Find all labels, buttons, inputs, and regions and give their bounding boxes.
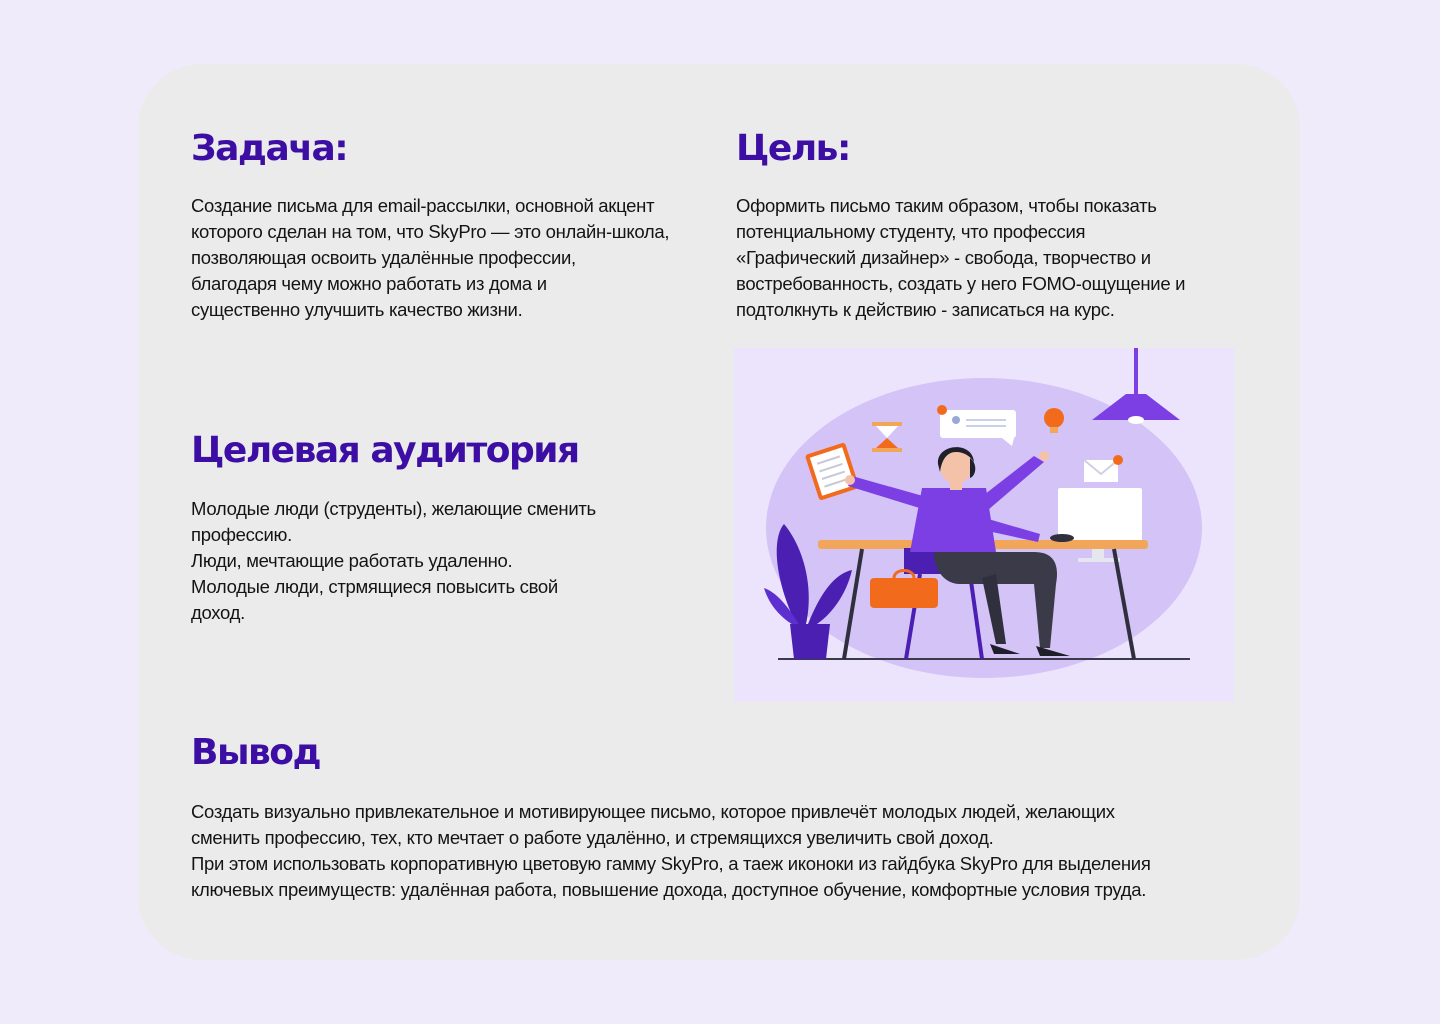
task-line: существенно улучшить качество жизни. [191, 299, 523, 320]
audience-line: Молодые люди, стрмящиеся повысить свой [191, 576, 558, 597]
audience-line: Люди, мечтающие работать удаленно. [191, 550, 513, 571]
task-line: которого сделан на том, что SkyPro — это онлайн-школа, [191, 221, 670, 242]
remote-worker-icon [734, 348, 1234, 702]
conclusion-line: Создать визуально привлекательное и мотивирующее письмо, которое привлечёт молодых людей, желающих [191, 801, 1115, 822]
goal-line: потенциальному студенту, что профессия [736, 221, 1086, 242]
conclusion-heading: Вывод [191, 732, 321, 773]
content-card [138, 64, 1300, 960]
audience-heading: Целевая аудитория [191, 430, 579, 471]
goal-line: «Графический дизайнер» - свобода, творчество и [736, 247, 1151, 268]
task-line: позволяющая освоить удалённые профессии, [191, 247, 576, 268]
goal-line: подтолкнуть к действию - записаться на курс. [736, 299, 1115, 320]
audience-text [191, 496, 661, 626]
task-line: Создание письма для email-рассылки, основной акцент [191, 195, 655, 216]
audience-line: доход. [191, 602, 245, 623]
task-text [191, 193, 711, 323]
audience-line: профессию. [191, 524, 292, 545]
conclusion-line: сменить профессию, тех, кто мечтает о работе удалённо, и стремящихся увеличить свой доход. [191, 827, 994, 848]
goal-text [736, 193, 1236, 323]
task-line: благодаря чему можно работать из дома и [191, 273, 547, 294]
conclusion-text [191, 799, 1251, 903]
audience-line: Молодые люди (струденты), желающие сменить [191, 498, 596, 519]
goal-heading: Цель: [736, 128, 850, 169]
task-heading: Задача: [191, 128, 348, 169]
conclusion-line: ключевых преимуществ: удалённая работа, повышение дохода, доступное обучение, комфортные условия труда. [191, 879, 1147, 900]
remote-worker-illustration [734, 348, 1234, 702]
goal-line: востребованность, создать у него FOMO-ощущение и [736, 273, 1186, 294]
goal-line: Оформить письмо таким образом, чтобы показать [736, 195, 1157, 216]
conclusion-line: При этом использовать корпоративную цветовую гамму SkyPro, а таеж иконоки из гайдбука SkyPro для выделения [191, 853, 1151, 874]
